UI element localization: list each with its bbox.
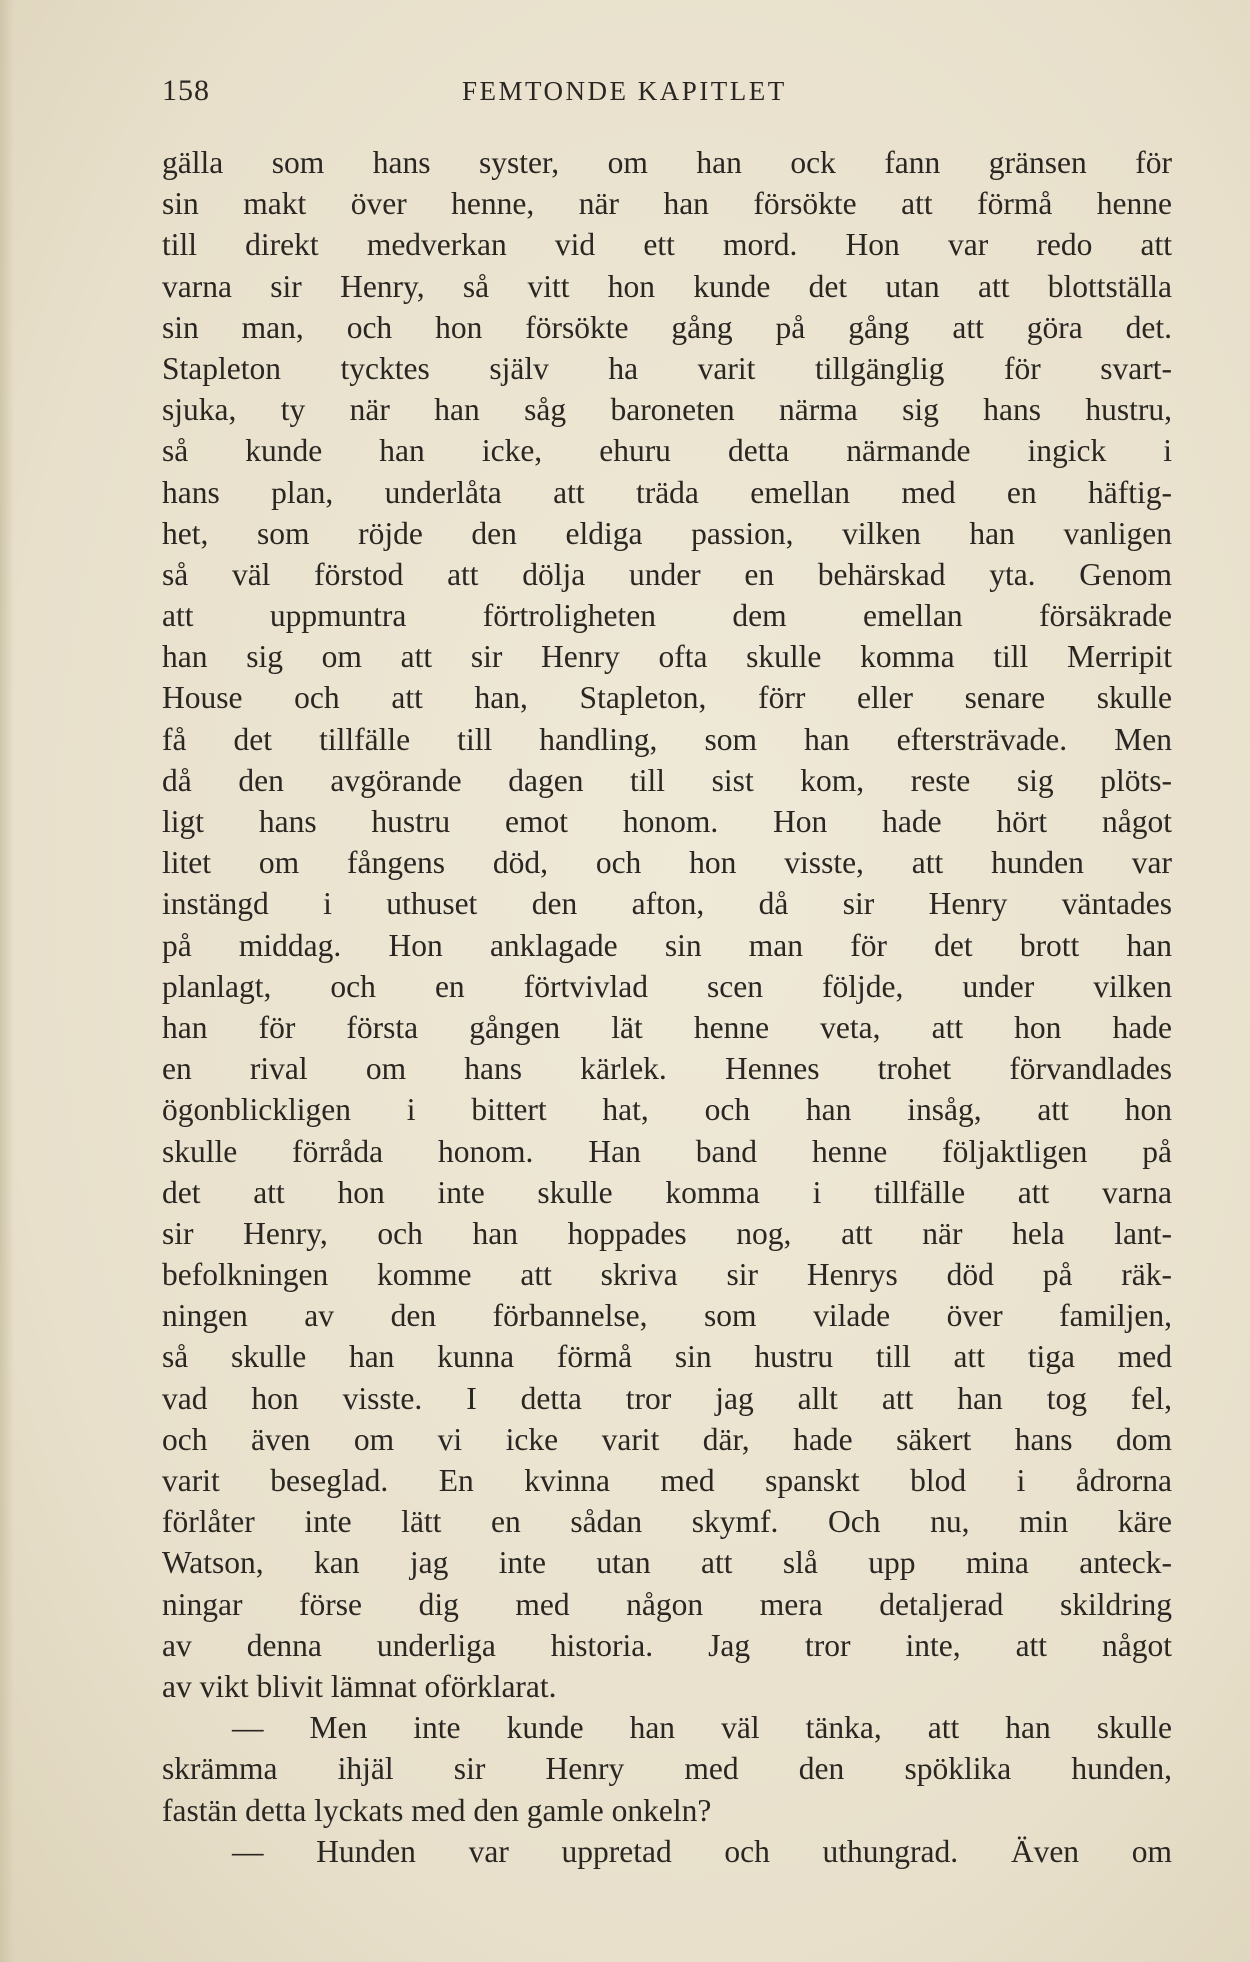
text-line: och även om vi icke varit där, hade säkert hans dom xyxy=(162,1421,1172,1457)
page-number: 158 xyxy=(162,74,210,107)
text-line: vad hon visste. I detta tror jag allt att han tog fel, xyxy=(162,1380,1172,1416)
text-line: befolkningen komme att skriva sir Henrys död på räk- xyxy=(162,1257,1172,1293)
text-line: instängd i uthuset den afton, då sir Henry väntades xyxy=(162,886,1172,922)
text-line: planlagt, och en förtvivlad scen följde, under vilken xyxy=(162,968,1172,1004)
text-line: ningar förse dig med någon mera detaljerad skildring xyxy=(162,1586,1172,1622)
body-text xyxy=(162,142,1172,1872)
dialogue-line: — Hunden var uppretad och uthungrad. Även om xyxy=(232,1833,1172,1869)
text-line: han sig om att sir Henry ofta skulle komma till Merripit xyxy=(162,639,1172,675)
text-line: House och att han, Stapleton, förr eller senare skulle xyxy=(162,680,1172,716)
text-line: gälla som hans syster, om han ock fann gränsen för xyxy=(162,145,1172,180)
page-header xyxy=(162,74,1172,114)
text-line: sin man, och hon försökte gång på gång att göra det. xyxy=(162,309,1172,345)
text-line: skulle förråda honom. Han band henne följaktligen på xyxy=(162,1133,1172,1169)
text-line: så väl förstod att dölja under en behärskad yta. Genom xyxy=(162,556,1172,592)
text-line: Watson, kan jag inte utan att slå upp mina anteck- xyxy=(162,1545,1172,1581)
dialogue-line: — Men inte kunde han väl tänka, att han skulle xyxy=(232,1710,1172,1746)
text-line: han för första gången lät henne veta, att hon hade xyxy=(162,1009,1172,1045)
text-line: sir Henry, och han hoppades nog, att när hela lant- xyxy=(162,1215,1172,1251)
text-line: förlåter inte lätt en sådan skymf. Och nu, min käre xyxy=(162,1504,1172,1540)
text-line: en rival om hans kärlek. Hennes trohet förvandlades xyxy=(162,1051,1172,1087)
text-line: att uppmuntra förtroligheten dem emellan försäkrade xyxy=(162,598,1172,634)
text-line: av denna underliga historia. Jag tror inte, att något xyxy=(162,1627,1172,1663)
text-line: så kunde han icke, ehuru detta närmande ingick i xyxy=(162,433,1172,469)
text-line: varna sir Henry, så vitt hon kunde det utan att blottställa xyxy=(162,268,1172,304)
text-line: litet om fångens död, och hon visste, att hunden var xyxy=(162,845,1172,881)
text-line: så skulle han kunna förmå sin hustru till att tiga med xyxy=(162,1339,1172,1375)
text-line: ligt hans hustru emot honom. Hon hade hört något xyxy=(162,804,1172,839)
text-line: Stapleton tycktes själv ha varit tillgänglig för svart- xyxy=(162,350,1172,386)
text-line: hans plan, underlåta att träda emellan med en häftig- xyxy=(162,474,1172,510)
running-title: FEMTONDE KAPITLET xyxy=(462,76,787,106)
text-line: få det tillfälle till handling, som han eftersträvade. Men xyxy=(162,721,1172,757)
text-line: på middag. Hon anklagade sin man för det brott han xyxy=(162,927,1172,963)
text-line: ögonblickligen i bittert hat, och han insåg, att hon xyxy=(162,1092,1172,1128)
text-line: sin makt över henne, när han försökte att förmå henne xyxy=(162,186,1172,222)
text-line: skrämma ihjäl sir Henry med den spöklika hunden, xyxy=(162,1751,1172,1787)
text-line: till direkt medverkan vid ett mord. Hon var redo att xyxy=(162,227,1172,263)
text-line: ningen av den förbannelse, som vilade över familjen, xyxy=(162,1298,1172,1334)
text-line: het, som röjde den eldiga passion, vilken han vanligen xyxy=(162,515,1172,551)
text-line: varit beseglad. En kvinna med spanskt blod i ådrorna xyxy=(162,1463,1172,1498)
text-line: sjuka, ty när han såg baroneten närma sig hans hustru, xyxy=(162,392,1172,428)
text-line: det att hon inte skulle komma i tillfälle att varna xyxy=(162,1174,1172,1210)
text-line: fastän detta lyckats med den gamle onkeln? xyxy=(162,1792,712,1828)
text-line: av vikt blivit lämnat oförklarat. xyxy=(162,1668,557,1704)
text-line: då den avgörande dagen till sist kom, reste sig plöts- xyxy=(162,762,1172,798)
